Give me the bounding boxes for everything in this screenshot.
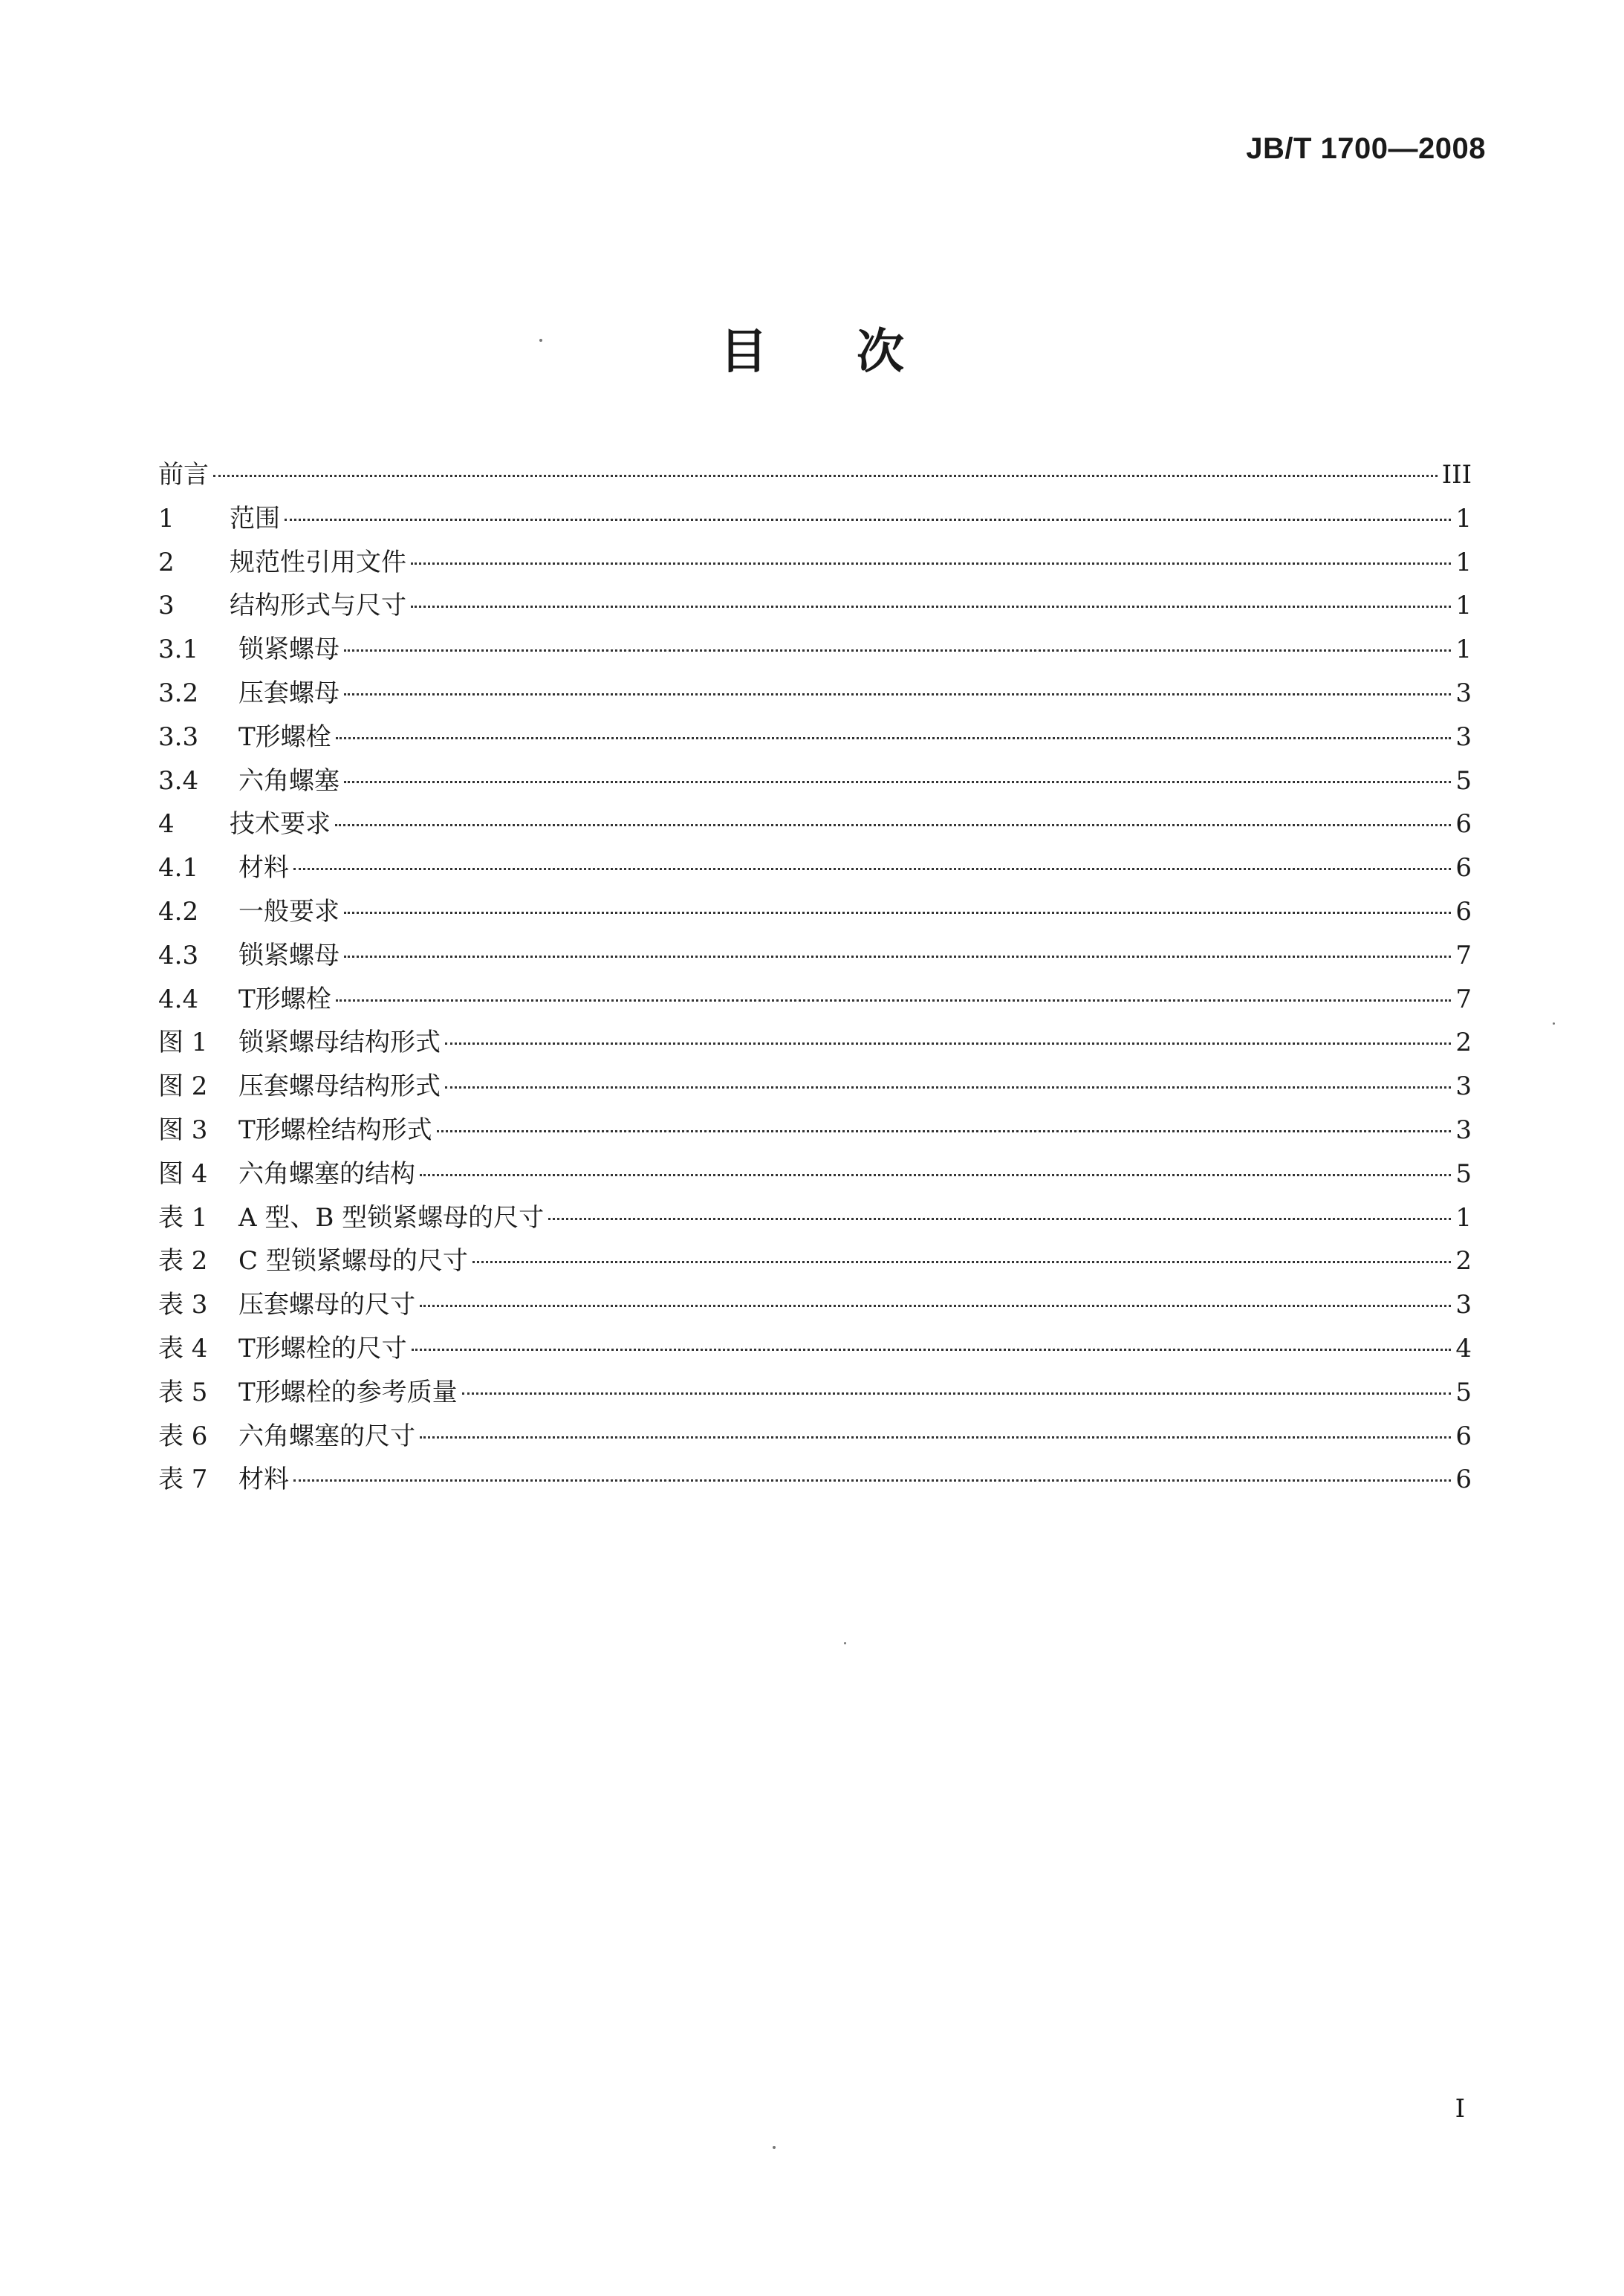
toc-entry[interactable]	[158, 1109, 1472, 1152]
toc-entry-title: 规范性引用文件	[230, 547, 406, 577]
toc-entry-page: 1	[1455, 591, 1472, 621]
toc-entry-number: 表 7	[158, 1465, 208, 1495]
toc-entry[interactable]	[158, 716, 1472, 759]
toc-entry-title: C 型锁紧螺母的尺寸	[238, 1246, 468, 1277]
toc-leader-dots	[336, 737, 1451, 739]
toc-entry-title: T形螺栓结构形式	[238, 1115, 432, 1145]
toc-entry-page: 3	[1455, 1071, 1472, 1102]
toc-entry-page: 5	[1455, 1158, 1472, 1189]
toc-leader-dots	[472, 1261, 1451, 1263]
toc-entry-number: 表 1	[158, 1202, 208, 1233]
toc-leader-dots	[420, 1305, 1451, 1307]
scan-speck	[773, 2146, 776, 2149]
toc-entry[interactable]	[158, 1458, 1472, 1502]
toc-entry[interactable]	[158, 1065, 1472, 1109]
toc-entry-page: 1	[1455, 547, 1472, 577]
toc-entry-number: 3.1	[158, 635, 199, 665]
toc-entry-number: 1	[158, 503, 175, 534]
toc-entry-page: 3	[1455, 721, 1472, 752]
toc-entry-number: 4.4	[158, 984, 199, 1014]
toc-leader-dots	[285, 519, 1451, 521]
toc-entry-number: 图 1	[158, 1028, 208, 1058]
toc-entry[interactable]	[158, 978, 1472, 1022]
scan-speck	[539, 339, 542, 342]
toc-entry-number: 4	[158, 809, 175, 840]
toc-entry-page: 3	[1455, 678, 1472, 708]
toc-entry-number: 3.3	[158, 721, 199, 752]
toc-entry-title: 范围	[230, 503, 280, 534]
toc-entry-title: T形螺栓	[238, 984, 331, 1014]
toc-entry-title: 材料	[238, 1465, 289, 1495]
toc-entry-page: 1	[1455, 635, 1472, 665]
toc-entry-number: 表 2	[158, 1246, 208, 1277]
toc-leader-dots	[437, 1130, 1451, 1132]
toc-entry[interactable]	[158, 1327, 1472, 1371]
toc-leader-dots	[335, 824, 1451, 826]
toc-entry-title: 压套螺母	[238, 678, 340, 708]
toc-leader-dots	[420, 1436, 1451, 1439]
toc-entry-number: 表 5	[158, 1377, 208, 1407]
toc-entry-title: 材料	[238, 853, 289, 883]
page-title: 目次	[720, 325, 993, 380]
toc-leader-dots	[293, 1479, 1451, 1482]
toc-entry-page: 6	[1455, 853, 1472, 883]
toc-entry-page: 6	[1455, 809, 1472, 840]
toc-entry-title: A 型、B 型锁紧螺母的尺寸	[238, 1202, 545, 1233]
toc-entry-title: 结构形式与尺寸	[230, 591, 406, 621]
toc-entry[interactable]	[158, 1239, 1472, 1283]
toc-entry[interactable]	[158, 1021, 1472, 1065]
toc-entry[interactable]	[158, 497, 1472, 541]
toc-entry-number: 2	[158, 547, 175, 577]
toc-entry-title: T形螺栓的参考质量	[238, 1377, 458, 1407]
toc-entry-number: 图 3	[158, 1115, 208, 1145]
toc-entry-title: 六角螺塞	[238, 765, 340, 796]
toc-leader-dots	[344, 781, 1451, 783]
toc-entry-title: 锁紧螺母	[238, 635, 340, 665]
toc-entry-page: 2	[1455, 1246, 1472, 1277]
toc-entry-page: III	[1441, 460, 1472, 490]
standard-code: JB/T 1700—2008	[1246, 132, 1486, 165]
toc-entry[interactable]	[158, 1415, 1472, 1459]
toc-entry-number: 3	[158, 591, 175, 621]
toc-entry[interactable]	[158, 1196, 1472, 1240]
toc-entry-page: 5	[1455, 765, 1472, 796]
toc-entry-page: 1	[1455, 1202, 1472, 1233]
toc-entry[interactable]	[158, 1283, 1472, 1327]
toc-entry-page: 6	[1455, 1465, 1472, 1495]
toc-entry-title: 锁紧螺母	[238, 940, 340, 970]
toc-entry[interactable]	[158, 759, 1472, 803]
scan-speck	[844, 1642, 846, 1644]
toc-entry-number: 图 2	[158, 1071, 208, 1102]
toc-entry[interactable]	[158, 541, 1472, 585]
toc-leader-dots	[344, 693, 1451, 695]
toc-entry-number: 表 6	[158, 1421, 208, 1451]
toc-entry-page: 2	[1455, 1028, 1472, 1058]
toc-leader-dots	[293, 868, 1451, 870]
toc-leader-dots	[213, 475, 1438, 477]
toc-entry[interactable]	[158, 1371, 1472, 1415]
toc-entry-page: 7	[1455, 984, 1472, 1014]
toc-entry-number: 3.4	[158, 765, 199, 796]
toc-entry-page: 7	[1455, 940, 1472, 970]
toc-entry-title: 六角螺塞的结构	[238, 1158, 415, 1189]
toc-entry-title: 技术要求	[230, 809, 331, 840]
toc-leader-dots	[412, 1349, 1451, 1351]
toc-entry[interactable]	[158, 628, 1472, 672]
toc-entry-number: 表 3	[158, 1290, 208, 1320]
toc-entry-number: 4.1	[158, 853, 199, 883]
toc-entry-title: 压套螺母结构形式	[238, 1071, 441, 1102]
toc-leader-dots	[411, 562, 1451, 565]
toc-leader-dots	[445, 1086, 1451, 1089]
toc-entry[interactable]	[158, 802, 1472, 846]
toc-entry[interactable]	[158, 584, 1472, 628]
toc-entry-page: 3	[1455, 1115, 1472, 1145]
toc-leader-dots	[548, 1218, 1451, 1220]
toc-entry-title: 压套螺母的尺寸	[238, 1290, 415, 1320]
table-of-contents	[158, 453, 1472, 1502]
toc-leader-dots	[344, 956, 1451, 958]
toc-entry-page: 4	[1455, 1333, 1472, 1363]
toc-entry-title: 前言	[158, 460, 209, 490]
toc-entry-title: 锁紧螺母结构形式	[238, 1028, 441, 1058]
toc-entry-number: 表 4	[158, 1333, 208, 1363]
toc-leader-dots	[344, 912, 1451, 914]
toc-entry-page: 1	[1455, 503, 1472, 534]
toc-entry[interactable]	[158, 846, 1472, 890]
toc-entry-page: 5	[1455, 1377, 1472, 1407]
toc-leader-dots	[336, 999, 1451, 1002]
toc-leader-dots	[411, 606, 1451, 608]
toc-entry-page: 6	[1455, 1421, 1472, 1451]
toc-entry[interactable]	[158, 890, 1472, 934]
toc-entry[interactable]	[158, 1152, 1472, 1196]
toc-entry[interactable]	[158, 934, 1472, 978]
toc-entry[interactable]	[158, 453, 1472, 497]
toc-entry-page: 6	[1455, 896, 1472, 927]
toc-entry-number: 图 4	[158, 1158, 208, 1189]
toc-entry-page: 3	[1455, 1290, 1472, 1320]
toc-entry-title: T形螺栓的尺寸	[238, 1333, 407, 1363]
toc-entry[interactable]	[158, 672, 1472, 716]
toc-entry-title: 六角螺塞的尺寸	[238, 1421, 415, 1451]
toc-leader-dots	[420, 1174, 1451, 1176]
scan-speck	[1553, 1022, 1555, 1025]
toc-entry-number: 4.2	[158, 896, 199, 927]
toc-leader-dots	[344, 649, 1451, 652]
toc-entry-title: 一般要求	[238, 896, 340, 927]
toc-entry-number: 3.2	[158, 678, 199, 708]
toc-entry-number: 4.3	[158, 940, 199, 970]
page-number: I	[1455, 2094, 1465, 2124]
toc-leader-dots	[462, 1392, 1451, 1395]
toc-entry-title: T形螺栓	[238, 721, 331, 752]
toc-leader-dots	[445, 1042, 1451, 1045]
